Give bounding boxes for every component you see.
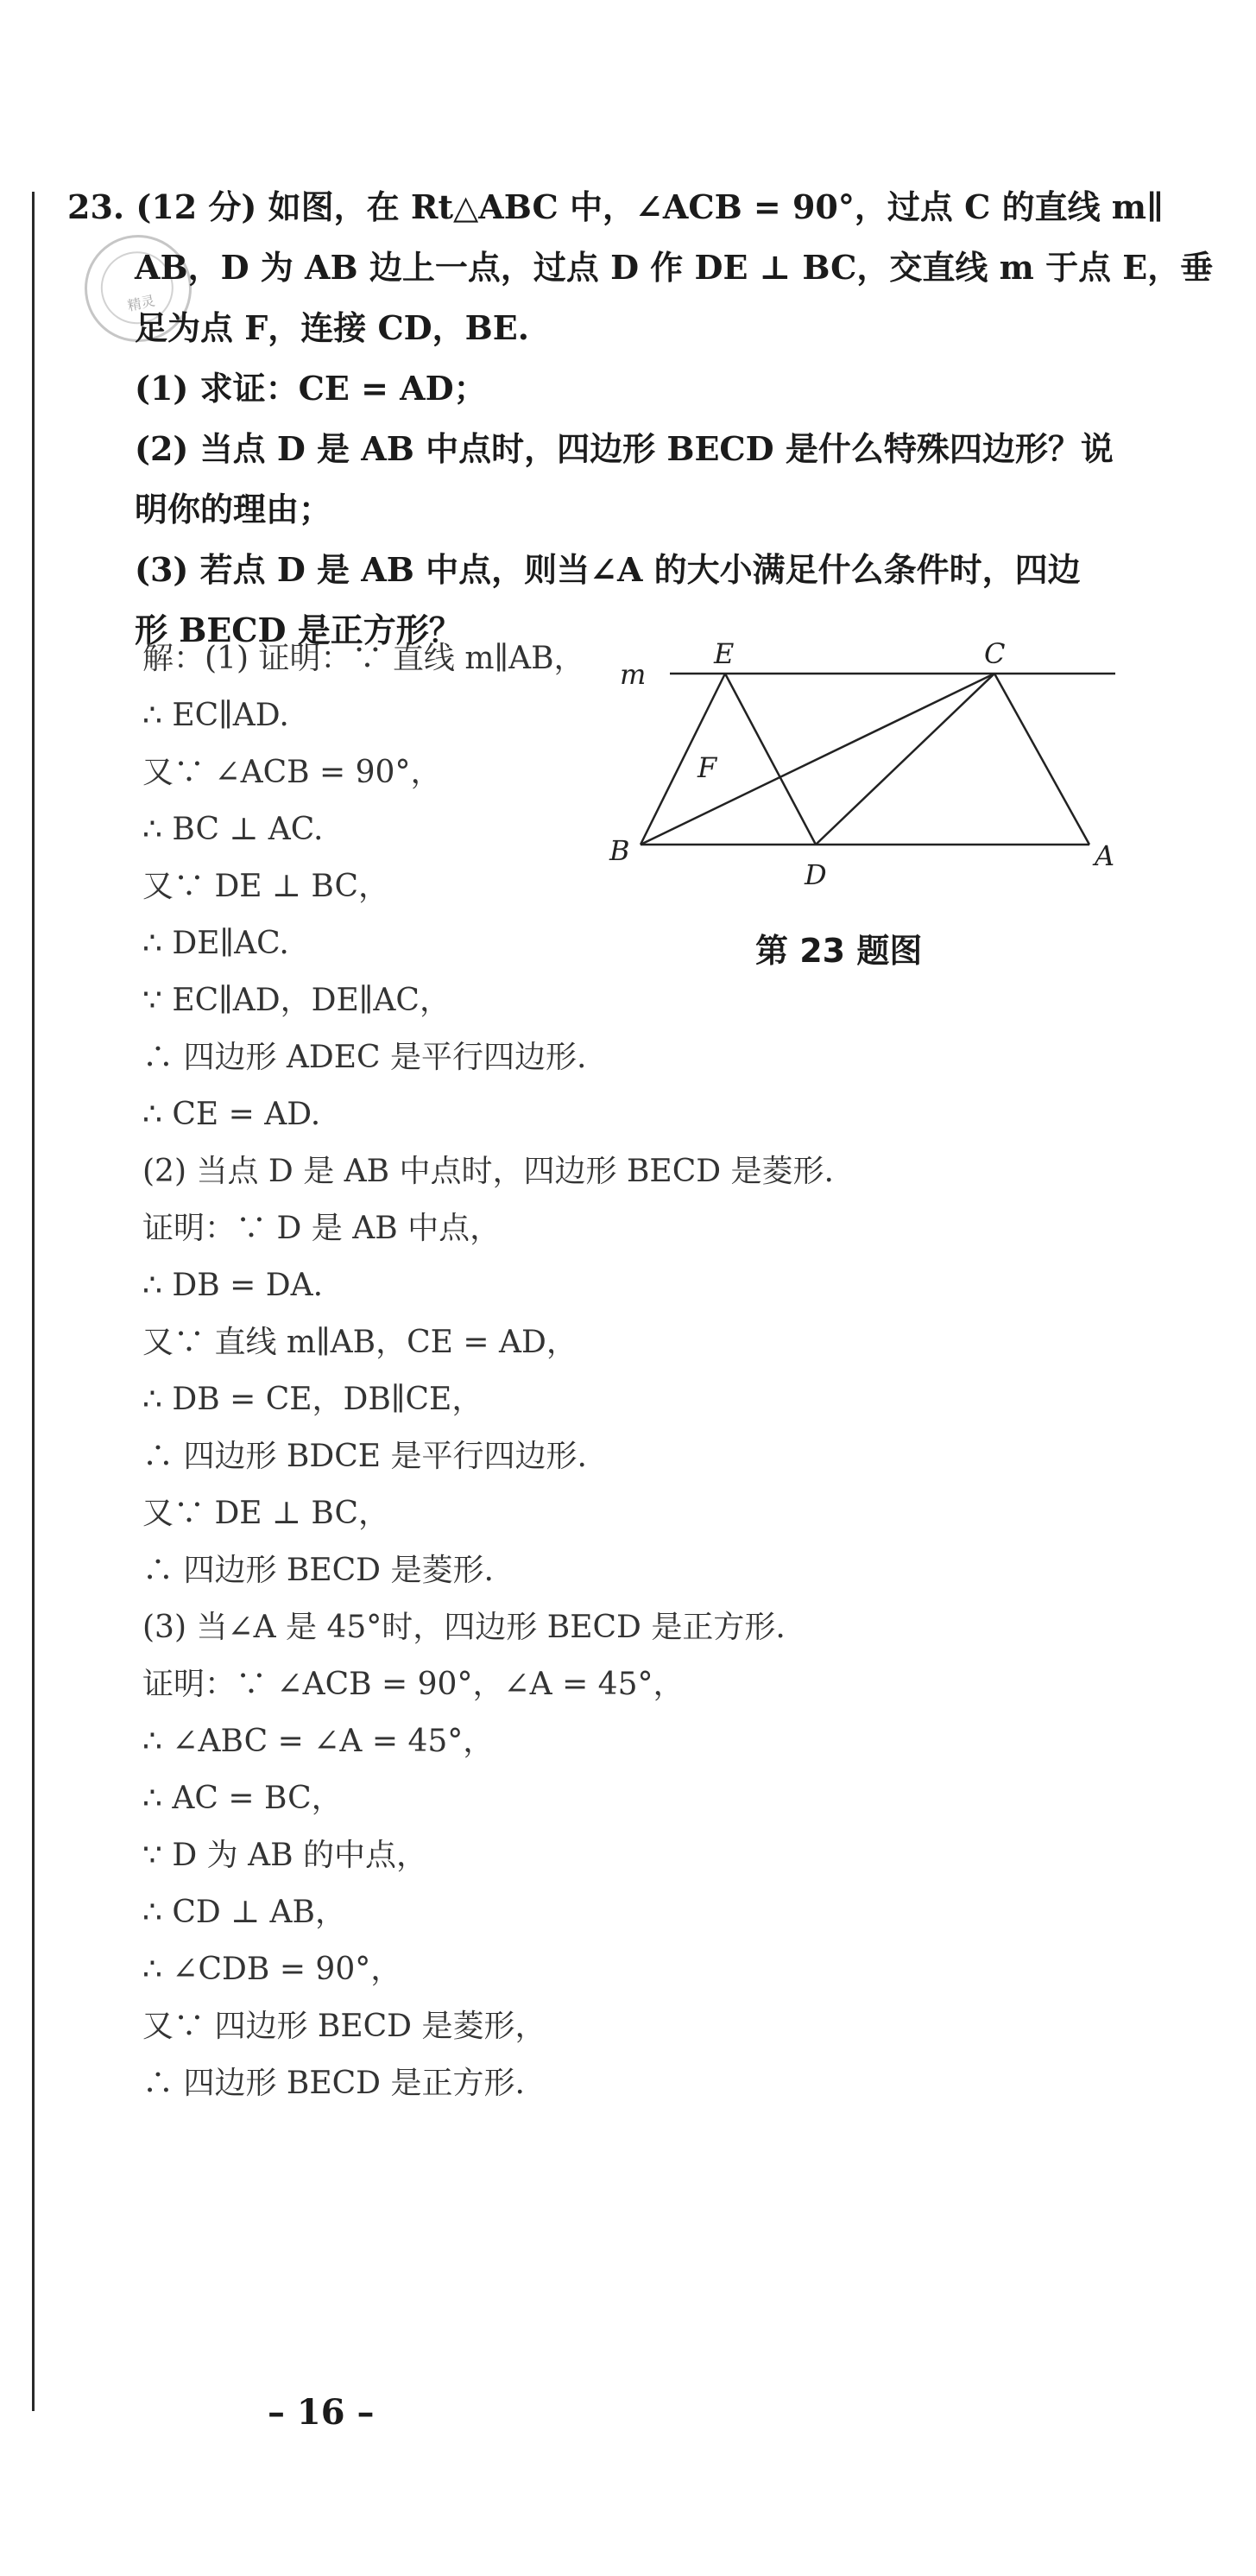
geometry-figure xyxy=(604,639,1122,924)
problem-line: 23. (12 分) 如图，在 Rt△ABC 中，∠ACB = 90°，过点 C 的直线 m∥ xyxy=(67,187,1164,226)
solution-line: 又∵ 四边形 BECD 是菱形， xyxy=(142,2009,546,2044)
solution-line: ∴ 四边形 BDCE 是平行四边形. xyxy=(142,1439,587,1474)
margin-rule xyxy=(32,192,35,2411)
segment-CA xyxy=(994,674,1089,845)
solution-line: 又∵ ∠ACB = 90°， xyxy=(142,755,442,790)
label-E: E xyxy=(714,639,735,670)
segment-CD xyxy=(816,674,994,845)
solution-line: ∴ 四边形 BECD 是菱形. xyxy=(142,1553,494,1588)
solution-line: ∴ DE∥AC. xyxy=(142,926,289,961)
solution-line: ∴ DB = CE，DB∥CE， xyxy=(142,1382,483,1417)
problem-part-2: (2) 当点 D 是 AB 中点时，四边形 BECD 是什么特殊四边形？说 xyxy=(135,429,1114,468)
solution-line: ∴ AC = BC， xyxy=(142,1781,343,1816)
problem-part-1: (1) 求证：CE = AD； xyxy=(135,369,487,408)
problem-part-3: (3) 若点 D 是 AB 中点，则当∠A 的大小满足什么条件时，四边 xyxy=(135,550,1081,589)
problem-line: 足为点 F，连接 CD，BE. xyxy=(135,308,529,347)
solution-line: ∴ ∠CDB = 90°， xyxy=(142,1952,402,1987)
segment-ED xyxy=(725,674,816,845)
segment-BC xyxy=(641,674,994,845)
solution-line: ∴ CE = AD. xyxy=(142,1097,321,1132)
solution-line: (3) 当∠A 是 45°时，四边形 BECD 是正方形. xyxy=(142,1610,786,1645)
problem-line: 明你的理由； xyxy=(135,490,332,528)
solution-line: ∵ EC∥AD，DE∥AC， xyxy=(142,983,451,1018)
solution-line: 证明：∵ ∠ACB = 90°，∠A = 45°， xyxy=(142,1667,685,1702)
figure-caption: 第 23 题图 xyxy=(755,932,923,970)
label-D: D xyxy=(805,858,827,891)
solution-line: 证明：∵ D 是 AB 中点， xyxy=(142,1211,502,1246)
problem-line: 形 BECD 是正方形？ xyxy=(135,611,462,649)
solution-line: 解：(1) 证明：∵ 直线 m∥AB， xyxy=(142,641,585,676)
label-A: A xyxy=(1095,839,1115,872)
solution-line: ∴ BC ⊥ AC. xyxy=(142,812,324,847)
solution-line: ∴ EC∥AD. xyxy=(142,698,289,733)
label-C: C xyxy=(984,639,1006,670)
solution-line: ∵ D 为 AB 的中点， xyxy=(142,1838,427,1873)
solution-line: ∴ DB = DA. xyxy=(142,1268,324,1303)
solution-line: 又∵ 直线 m∥AB，CE = AD， xyxy=(142,1325,578,1360)
label-B: B xyxy=(609,834,630,867)
solution-line: ∴ 四边形 ADEC 是平行四边形. xyxy=(142,1040,587,1075)
problem-statement xyxy=(67,177,1214,661)
stamp-text: 精灵 xyxy=(125,292,157,314)
solution-line: 又∵ DE ⊥ BC， xyxy=(142,869,389,904)
label-F: F xyxy=(697,751,717,784)
page-number: – 16 – xyxy=(268,2392,375,2433)
solution-line: ∴ ∠ABC = ∠A = 45°， xyxy=(142,1724,495,1759)
solution-line: (2) 当点 D 是 AB 中点时，四边形 BECD 是菱形. xyxy=(142,1154,835,1189)
solution-line: ∴ 四边形 BECD 是正方形. xyxy=(142,2066,525,2101)
solution-line: 又∵ DE ⊥ BC， xyxy=(142,1496,389,1531)
label-m: m xyxy=(620,658,647,691)
geometry-diagram xyxy=(604,639,1122,924)
problem-line: AB，D 为 AB 边上一点，过点 D 作 DE ⊥ BC，交直线 m 于点 E，垂 xyxy=(135,248,1214,287)
solution-line: ∴ CD ⊥ AB， xyxy=(142,1895,346,1930)
